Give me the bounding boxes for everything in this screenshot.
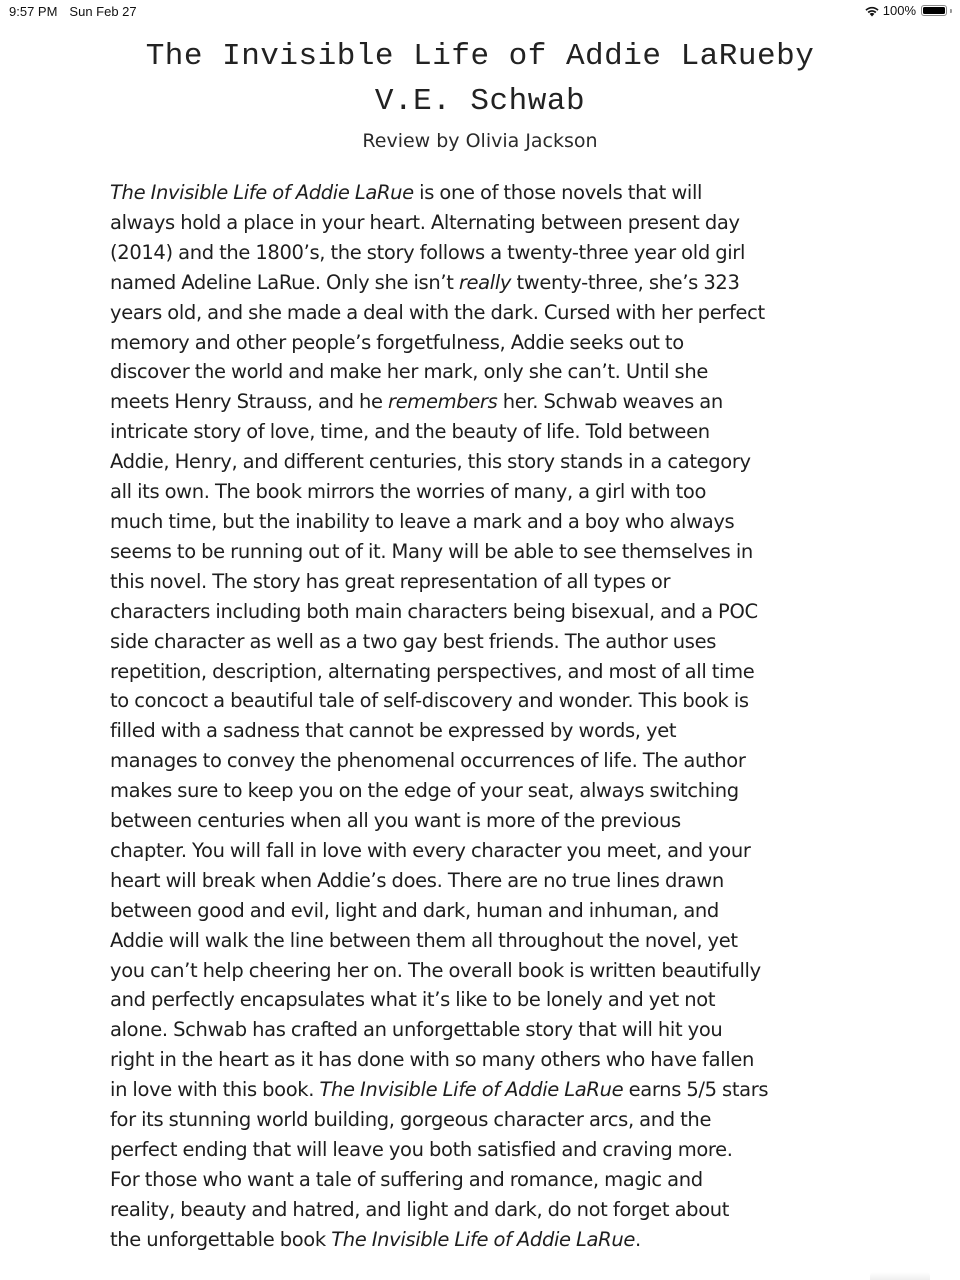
- review-text: between centuries when all you want is more of the previous: [110, 809, 681, 833]
- review-line: [110, 896, 870, 926]
- home-indicator: [870, 1272, 930, 1280]
- status-time-date: [9, 4, 137, 19]
- review-header: [0, 34, 960, 154]
- review-text: makes sure to keep you on the edge of your seat, always switching: [110, 779, 739, 803]
- review-line: [110, 985, 870, 1015]
- battery-fill: [923, 7, 945, 14]
- review-line: [110, 806, 870, 836]
- review-line: [110, 657, 870, 687]
- review-text: years old, and she made a deal with the dark. Cursed with her perfect: [110, 300, 765, 324]
- italic-text: The Invisible Life of Addie LaRue: [319, 1078, 624, 1102]
- italic-text: The Invisible Life of Addie LaRue: [110, 181, 414, 204]
- review-line: [110, 387, 870, 417]
- review-text: side character as well as a two gay best friends. The author uses: [110, 629, 717, 653]
- review-text: earns 5/5 stars: [623, 1078, 769, 1102]
- review-line: [110, 268, 870, 298]
- review-line: [110, 686, 870, 716]
- book-title: The Invisible Life of Addie LaRueby: [145, 39, 815, 74]
- review-line: [110, 866, 870, 896]
- review-text: (2014) and the 1800’s, the story follows a twenty-three year old girl: [110, 240, 746, 264]
- review-text: discover the world and make her mark, only she can’t. Until she: [110, 360, 709, 384]
- review-text: right in the heart as it has done with so many others who have fallen: [110, 1048, 755, 1072]
- review-line: [110, 956, 870, 986]
- italic-text: remembers: [387, 390, 498, 414]
- review-line: [110, 507, 870, 537]
- review-line: [110, 537, 870, 567]
- review-text: her. Schwab weaves an: [497, 390, 723, 414]
- review-text: this novel. The story has great representation of all types or: [110, 569, 671, 593]
- review-text: is one of those novels that will: [413, 181, 703, 204]
- review-text: repetition, description, alternating perspectives, and most of all time: [110, 659, 755, 683]
- review-text: filled with a sadness that cannot be expressed by words, yet: [110, 719, 677, 743]
- review-text: twenty-three, she’s 323: [511, 270, 740, 294]
- review-text: always hold a place in your heart. Alternating between present day: [110, 210, 740, 234]
- battery-icon: [921, 5, 947, 16]
- review-text: .: [635, 1227, 641, 1251]
- review-text: to concoct a beautiful tale of self-discovery and wonder. This book is: [110, 689, 749, 713]
- review-text: named Adeline LaRue. Only she isn’t: [110, 270, 459, 294]
- review-line: [110, 238, 870, 268]
- review-line: [110, 1105, 870, 1135]
- status-bar: [0, 0, 960, 24]
- italic-text: The Invisible Life of Addie LaRue: [331, 1227, 636, 1251]
- review-line: [110, 1195, 870, 1225]
- review-body: [110, 178, 870, 1255]
- wifi-icon: [864, 5, 880, 17]
- review-text: memory and other people’s forgetfulness, Addie seeks out to: [110, 330, 684, 354]
- review-text: and perfectly encapsulates what it’s like to be lonely and yet not: [110, 988, 716, 1012]
- review-line: [110, 926, 870, 956]
- review-text: meets Henry Strauss, and he: [110, 390, 388, 414]
- review-text: the unforgettable book: [110, 1227, 332, 1251]
- battery-cap: [950, 9, 952, 13]
- review-line: [110, 627, 870, 657]
- review-line: [110, 1045, 870, 1075]
- review-text: Addie, Henry, and different centuries, this story stands in a category: [110, 450, 751, 474]
- review-line: [110, 1015, 870, 1045]
- review-line: [110, 357, 870, 387]
- review-line: [110, 597, 870, 627]
- review-line: [110, 1165, 870, 1195]
- review-text: For those who want a tale of suffering and romance, magic and: [110, 1167, 703, 1191]
- review-line: [110, 328, 870, 358]
- review-text: characters including both main characters being bisexual, and a POC: [110, 599, 758, 623]
- review-text: perfect ending that will leave you both satisfied and craving more.: [110, 1138, 733, 1161]
- review-line: [110, 417, 870, 447]
- review-byline: Review by Olivia Jackson: [362, 130, 598, 152]
- review-text: seems to be running out of it. Many will be able to see themselves in: [110, 539, 753, 563]
- review-line: [110, 298, 870, 328]
- review-line: [110, 716, 870, 746]
- review-line: [110, 567, 870, 597]
- review-line: [110, 836, 870, 866]
- review-text: intricate story of love, time, and the beauty of life. Told between: [110, 420, 710, 444]
- review-line: [110, 447, 870, 477]
- review-line: [110, 1225, 870, 1255]
- review-text: between good and evil, light and dark, human and inhuman, and: [110, 898, 719, 922]
- review-text: all its own. The book mirrors the worries of many, a girl with too: [110, 480, 707, 504]
- review-line: [110, 1135, 870, 1165]
- review-text: in love with this book.: [110, 1078, 320, 1102]
- status-indicators: [864, 3, 952, 18]
- italic-text: really: [458, 270, 512, 294]
- review-text: for its stunning world building, gorgeous character arcs, and the: [110, 1108, 712, 1132]
- status-time: 9:57 PM: [9, 4, 58, 19]
- battery-percent: 100%: [882, 3, 916, 18]
- book-author: V.E. Schwab: [374, 84, 586, 119]
- review-line: [110, 477, 870, 507]
- review-text: heart will break when Addie’s does. There are no true lines drawn: [110, 868, 724, 892]
- review-text: Addie will walk the line between them all throughout the novel, yet: [110, 928, 738, 952]
- review-text: you can’t help cheering her on. The overall book is written beautifully: [110, 958, 761, 982]
- review-line: [110, 776, 870, 806]
- review-text: alone. Schwab has crafted an unforgettable story that will hit you: [110, 1018, 723, 1042]
- review-text: reality, beauty and hatred, and light and dark, do not forget about: [110, 1197, 730, 1221]
- review-text: much time, but the inability to leave a mark and a boy who always: [110, 509, 735, 533]
- review-line: [110, 746, 870, 776]
- review-line: [110, 208, 870, 238]
- review-line: [110, 178, 870, 208]
- review-text: manages to convey the phenomenal occurrences of life. The author: [110, 749, 746, 773]
- review-line: [110, 1075, 870, 1105]
- review-text: chapter. You will fall in love with every character you meet, and your: [110, 838, 751, 862]
- status-date: Sun Feb 27: [69, 4, 137, 19]
